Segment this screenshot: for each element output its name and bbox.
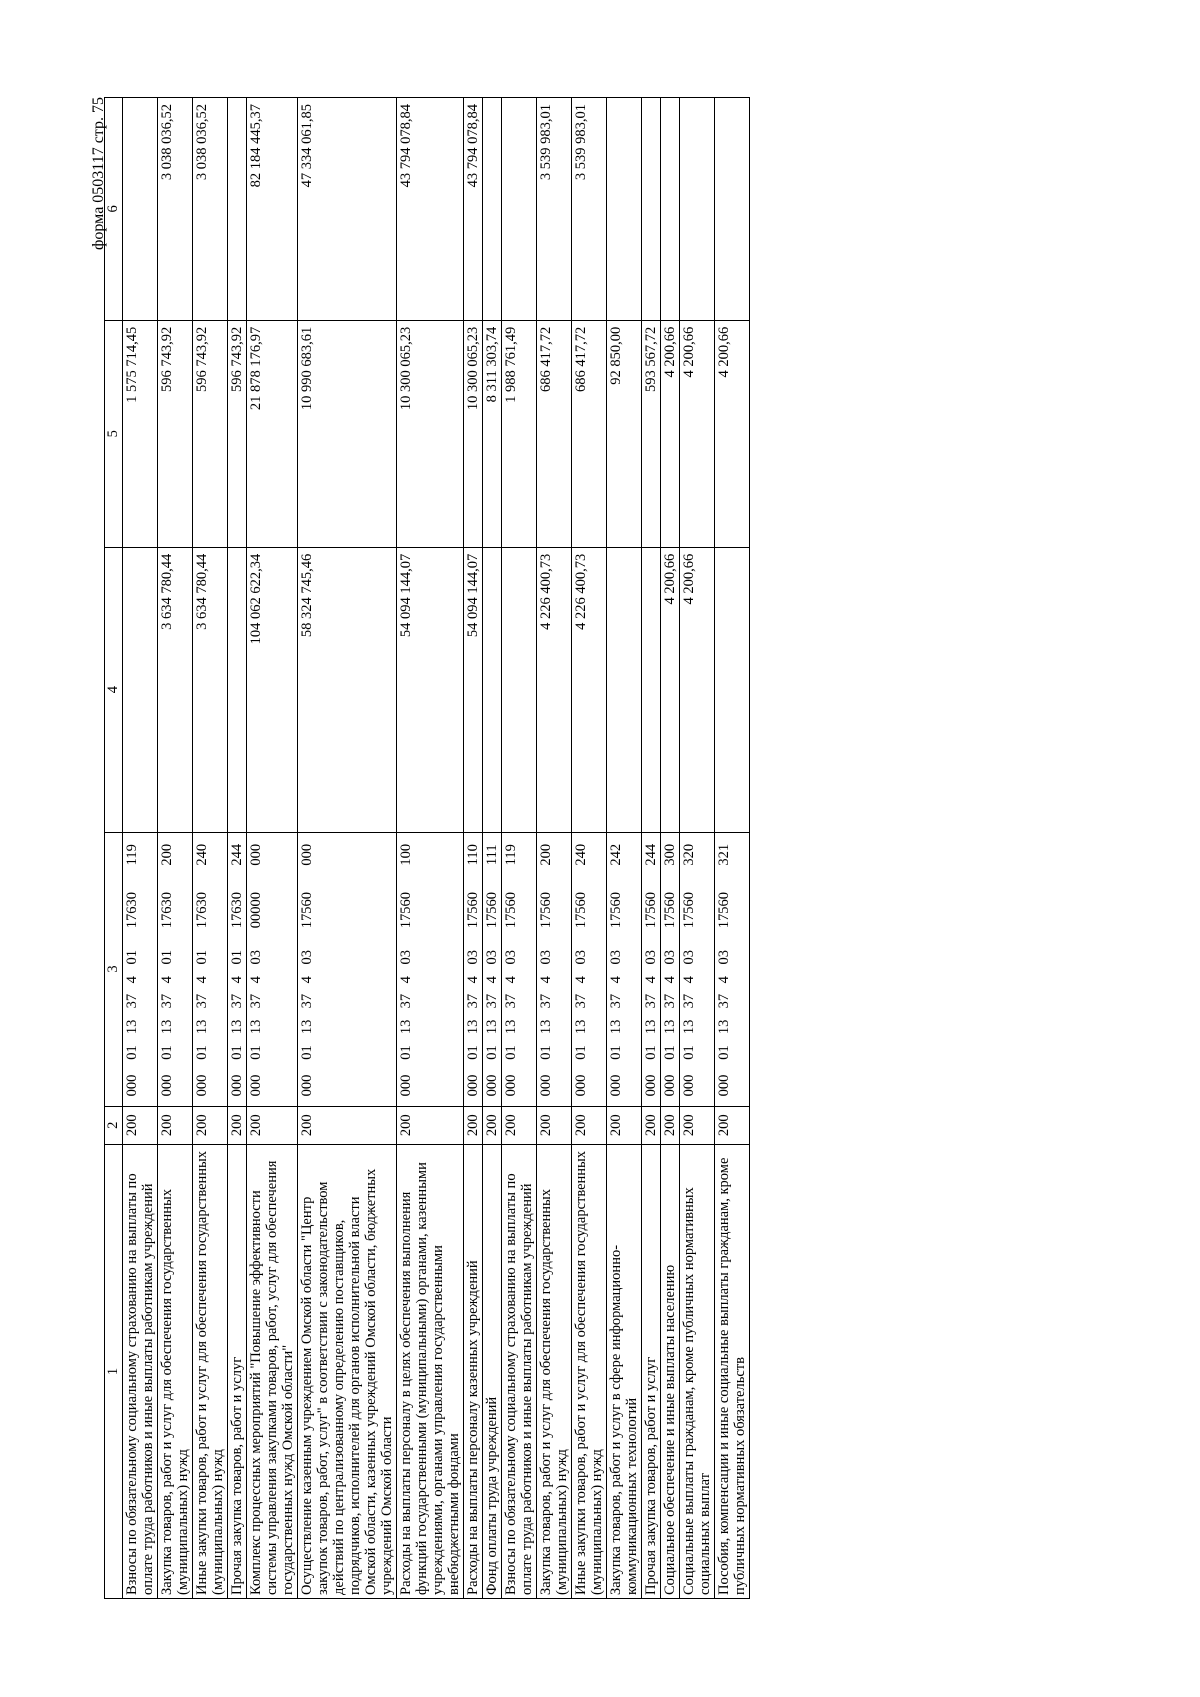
executed-amount: 8 311 303,74 [483, 320, 502, 547]
classification-code: 111 [483, 832, 502, 877]
classification-code: 4 [537, 971, 572, 988]
unexecuted-amount [607, 98, 642, 321]
classification-code: 4 [397, 971, 464, 988]
table-row [680, 98, 715, 1599]
classification-code: 000 [502, 1065, 537, 1106]
classification-code: 4 [464, 971, 483, 988]
classification-code: 17630 [193, 877, 228, 943]
classification-code: 17560 [483, 877, 502, 943]
classification-code: 03 [247, 943, 298, 971]
approved-amount: 4 200,66 [661, 547, 680, 832]
line-code: 200 [464, 1106, 483, 1145]
line-code: 200 [298, 1106, 397, 1145]
classification-code: 37 [123, 988, 158, 1014]
classification-code: 03 [397, 943, 464, 971]
header-col-3: 3 [105, 832, 123, 1106]
table-row [642, 98, 661, 1599]
classification-code: 4 [502, 971, 537, 988]
classification-code: 17560 [464, 877, 483, 943]
table-row [298, 98, 397, 1599]
table-row [228, 98, 247, 1599]
line-code: 200 [247, 1106, 298, 1145]
classification-code: 01 [715, 1040, 750, 1066]
table-row [502, 98, 537, 1599]
classification-code: 13 [607, 1014, 642, 1040]
unexecuted-amount [661, 98, 680, 321]
row-name: Прочая закупка товаров, работ и услуг [642, 1145, 661, 1599]
executed-amount: 1 575 714,45 [123, 320, 158, 547]
approved-amount [715, 547, 750, 832]
approved-amount [607, 547, 642, 832]
executed-amount: 596 743,92 [228, 320, 247, 547]
line-code: 200 [607, 1106, 642, 1145]
unexecuted-amount [502, 98, 537, 321]
classification-code: 37 [642, 988, 661, 1014]
classification-code: 4 [123, 971, 158, 988]
row-name: Социальное обеспечение и иные выплаты населению [661, 1145, 680, 1599]
unexecuted-amount [483, 98, 502, 321]
approved-amount: 4 226 400,73 [537, 547, 572, 832]
row-name: Закупка товаров, работ и услуг для обеспечения государственных (муниципальных) нужд [158, 1145, 193, 1599]
classification-code: 13 [123, 1014, 158, 1040]
classification-code: 01 [502, 1040, 537, 1066]
classification-code: 01 [158, 1040, 193, 1066]
classification-code: 01 [397, 1040, 464, 1066]
classification-code: 240 [572, 832, 607, 877]
classification-code: 4 [193, 971, 228, 988]
classification-code: 17560 [661, 877, 680, 943]
classification-code: 03 [661, 943, 680, 971]
table-row [715, 98, 750, 1599]
header-col-4: 4 [105, 547, 123, 832]
classification-code: 01 [123, 1040, 158, 1066]
header-col-5: 5 [105, 320, 123, 547]
classification-code: 03 [680, 943, 715, 971]
classification-code: 000 [661, 1065, 680, 1106]
classification-code: 01 [680, 1040, 715, 1066]
classification-code: 000 [607, 1065, 642, 1106]
table-row [537, 98, 572, 1599]
table-body [123, 98, 750, 1599]
classification-code: 000 [715, 1065, 750, 1106]
table-row [607, 98, 642, 1599]
classification-code: 4 [298, 971, 397, 988]
line-code: 200 [228, 1106, 247, 1145]
classification-code: 000 [247, 832, 298, 877]
row-name: Социальные выплаты гражданам, кроме публичных нормативных социальных выплат [680, 1145, 715, 1599]
classification-code: 37 [247, 988, 298, 1014]
classification-code: 13 [483, 1014, 502, 1040]
classification-code: 13 [158, 1014, 193, 1040]
unexecuted-amount: 3 539 983,01 [537, 98, 572, 321]
classification-code: 17560 [607, 877, 642, 943]
classification-code: 01 [537, 1040, 572, 1066]
table-row [397, 98, 464, 1599]
executed-amount: 4 200,66 [680, 320, 715, 547]
classification-code: 000 [158, 1065, 193, 1106]
classification-code: 13 [537, 1014, 572, 1040]
executed-amount: 596 743,92 [158, 320, 193, 547]
classification-code: 110 [464, 832, 483, 877]
classification-code: 37 [607, 988, 642, 1014]
classification-code: 242 [607, 832, 642, 877]
unexecuted-amount [123, 98, 158, 321]
classification-code: 244 [228, 832, 247, 877]
classification-code: 4 [158, 971, 193, 988]
classification-code: 000 [298, 1065, 397, 1106]
unexecuted-amount [642, 98, 661, 321]
row-name: Пособия, компенсации и иные социальные выплаты гражданам, кроме публичных нормативных обязательств [715, 1145, 750, 1599]
classification-code: 000 [247, 1065, 298, 1106]
classification-code: 17560 [397, 877, 464, 943]
classification-code: 37 [537, 988, 572, 1014]
approved-amount: 104 062 622,34 [247, 547, 298, 832]
classification-code: 13 [642, 1014, 661, 1040]
classification-code: 000 [193, 1065, 228, 1106]
classification-code: 37 [680, 988, 715, 1014]
row-name: Закупка товаров, работ и услуг в сфере информационно-коммуникационных технологий [607, 1145, 642, 1599]
classification-code: 17560 [715, 877, 750, 943]
classification-code: 37 [298, 988, 397, 1014]
classification-code: 100 [397, 832, 464, 877]
executed-amount: 4 200,66 [661, 320, 680, 547]
classification-code: 000 [572, 1065, 607, 1106]
classification-code: 03 [483, 943, 502, 971]
row-name: Осуществление казенным учреждением Омской области "Центр закупок товаров, работ, услуг" в соответствии с законодательством действий по централизованному определению поставщиков, подрядчиков, исполнителей для органов исполнительной власти Омской области, казенных учреждений Омской области, бюджетных учреждений Омской области [298, 1145, 397, 1599]
executed-amount: 596 743,92 [193, 320, 228, 547]
classification-code: 000 [680, 1065, 715, 1106]
classification-code: 4 [572, 971, 607, 988]
classification-code: 13 [228, 1014, 247, 1040]
line-code: 200 [483, 1106, 502, 1145]
classification-code: 01 [193, 943, 228, 971]
classification-code: 03 [607, 943, 642, 971]
classification-code: 01 [158, 943, 193, 971]
classification-code: 17630 [158, 877, 193, 943]
row-name: Взносы по обязательному социальному страхованию на выплаты по оплате труда работников и иные выплаты работникам учреждений [502, 1145, 537, 1599]
classification-code: 13 [464, 1014, 483, 1040]
header-col-2: 2 [105, 1106, 123, 1145]
classification-code: 000 [464, 1065, 483, 1106]
classification-code: 4 [642, 971, 661, 988]
table-row [464, 98, 483, 1599]
classification-code: 37 [661, 988, 680, 1014]
classification-code: 01 [464, 1040, 483, 1066]
line-code: 200 [158, 1106, 193, 1145]
approved-amount [483, 547, 502, 832]
classification-code: 37 [464, 988, 483, 1014]
approved-amount: 54 094 144,07 [464, 547, 483, 832]
classification-code: 03 [298, 943, 397, 971]
classification-code: 03 [464, 943, 483, 971]
classification-code: 37 [193, 988, 228, 1014]
classification-code: 4 [247, 971, 298, 988]
approved-amount [228, 547, 247, 832]
classification-code: 37 [572, 988, 607, 1014]
classification-code: 000 [298, 832, 397, 877]
table-row [483, 98, 502, 1599]
classification-code: 000 [397, 1065, 464, 1106]
classification-code: 13 [680, 1014, 715, 1040]
classification-code: 17630 [123, 877, 158, 943]
classification-code: 37 [228, 988, 247, 1014]
approved-amount [502, 547, 537, 832]
approved-amount: 3 634 780,44 [193, 547, 228, 832]
line-code: 200 [502, 1106, 537, 1145]
line-code: 200 [537, 1106, 572, 1145]
row-name: Фонд оплаты труда учреждений [483, 1145, 502, 1599]
row-name: Прочая закупка товаров, работ и услуг [228, 1145, 247, 1599]
classification-code: 03 [572, 943, 607, 971]
approved-amount [123, 547, 158, 832]
classification-code: 244 [642, 832, 661, 877]
classification-code: 4 [228, 971, 247, 988]
unexecuted-amount: 82 184 445,37 [247, 98, 298, 321]
classification-code: 000 [537, 1065, 572, 1106]
classification-code: 13 [502, 1014, 537, 1040]
classification-code: 200 [537, 832, 572, 877]
classification-code: 01 [607, 1040, 642, 1066]
approved-amount: 4 226 400,73 [572, 547, 607, 832]
budget-table [104, 97, 750, 1599]
header-row [105, 98, 123, 1599]
line-code: 200 [397, 1106, 464, 1145]
row-name: Расходы на выплаты персоналу в целях обеспечения выполнения функций государственными (муниципальными) органами, казенными учреждениями, органами управления государственными внебюджетными фондами [397, 1145, 464, 1599]
classification-code: 01 [298, 1040, 397, 1066]
classification-code: 37 [397, 988, 464, 1014]
row-name: Иные закупки товаров, работ и услуг для обеспечения государственных (муниципальных) нужд [572, 1145, 607, 1599]
classification-code: 03 [715, 943, 750, 971]
executed-amount: 686 417,72 [572, 320, 607, 547]
approved-amount: 54 094 144,07 [397, 547, 464, 832]
classification-code: 13 [397, 1014, 464, 1040]
classification-code: 000 [483, 1065, 502, 1106]
unexecuted-amount: 3 038 036,52 [193, 98, 228, 321]
classification-code: 03 [537, 943, 572, 971]
classification-code: 01 [483, 1040, 502, 1066]
executed-amount: 21 878 176,97 [247, 320, 298, 547]
classification-code: 01 [228, 943, 247, 971]
classification-code: 01 [247, 1040, 298, 1066]
classification-code: 17560 [572, 877, 607, 943]
classification-code: 300 [661, 832, 680, 877]
approved-amount: 58 324 745,46 [298, 547, 397, 832]
executed-amount: 4 200,66 [715, 320, 750, 547]
classification-code: 4 [680, 971, 715, 988]
approved-amount: 4 200,66 [680, 547, 715, 832]
classification-code: 17560 [537, 877, 572, 943]
classification-code: 320 [680, 832, 715, 877]
classification-code: 37 [483, 988, 502, 1014]
row-name: Комплекс процессных мероприятий "Повышение эффективности системы управления закупками товаров, работ, услуг для обеспечения государственных нужд Омской области" [247, 1145, 298, 1599]
classification-code: 13 [715, 1014, 750, 1040]
classification-code: 37 [715, 988, 750, 1014]
classification-code: 240 [193, 832, 228, 877]
row-name: Закупка товаров, работ и услуг для обеспечения государственных (муниципальных) нужд [537, 1145, 572, 1599]
classification-code: 01 [642, 1040, 661, 1066]
unexecuted-amount: 3 038 036,52 [158, 98, 193, 321]
line-code: 200 [661, 1106, 680, 1145]
classification-code: 01 [572, 1040, 607, 1066]
classification-code: 000 [642, 1065, 661, 1106]
line-code: 200 [193, 1106, 228, 1145]
classification-code: 01 [123, 943, 158, 971]
header-col-6: 6 [105, 98, 123, 321]
classification-code: 13 [572, 1014, 607, 1040]
classification-code: 000 [123, 1065, 158, 1106]
executed-amount: 1 988 761,49 [502, 320, 537, 547]
table-row [158, 98, 193, 1599]
unexecuted-amount [680, 98, 715, 321]
line-code: 200 [642, 1106, 661, 1145]
executed-amount: 593 567,72 [642, 320, 661, 547]
table-row [572, 98, 607, 1599]
classification-code: 4 [607, 971, 642, 988]
executed-amount: 10 300 065,23 [464, 320, 483, 547]
classification-code: 13 [661, 1014, 680, 1040]
table-row [193, 98, 228, 1599]
executed-amount: 10 300 065,23 [397, 320, 464, 547]
line-code: 200 [572, 1106, 607, 1145]
classification-code: 119 [123, 832, 158, 877]
row-name: Расходы на выплаты персоналу казенных учреждений [464, 1145, 483, 1599]
executed-amount: 686 417,72 [537, 320, 572, 547]
classification-code: 13 [247, 1014, 298, 1040]
row-name: Иные закупки товаров, работ и услуг для обеспечения государственных (муниципальных) нужд [193, 1145, 228, 1599]
classification-code: 37 [158, 988, 193, 1014]
unexecuted-amount [715, 98, 750, 321]
unexecuted-amount: 43 794 078,84 [397, 98, 464, 321]
classification-code: 321 [715, 832, 750, 877]
unexecuted-amount: 43 794 078,84 [464, 98, 483, 321]
line-code: 200 [715, 1106, 750, 1145]
approved-amount [642, 547, 661, 832]
classification-code: 4 [661, 971, 680, 988]
classification-code: 17630 [228, 877, 247, 943]
executed-amount: 92 850,00 [607, 320, 642, 547]
classification-code: 01 [228, 1040, 247, 1066]
unexecuted-amount: 47 334 061,85 [298, 98, 397, 321]
classification-code: 13 [193, 1014, 228, 1040]
classification-code: 200 [158, 832, 193, 877]
table-row [123, 98, 158, 1599]
table-row [247, 98, 298, 1599]
classification-code: 17560 [502, 877, 537, 943]
classification-code: 000 [228, 1065, 247, 1106]
line-code: 200 [680, 1106, 715, 1145]
classification-code: 4 [715, 971, 750, 988]
approved-amount: 3 634 780,44 [158, 547, 193, 832]
classification-code: 03 [502, 943, 537, 971]
classification-code: 4 [483, 971, 502, 988]
classification-code: 00000 [247, 877, 298, 943]
classification-code: 17560 [642, 877, 661, 943]
classification-code: 03 [642, 943, 661, 971]
unexecuted-amount: 3 539 983,01 [572, 98, 607, 321]
row-name: Взносы по обязательному социальному страхованию на выплаты по оплате труда работников и иные выплаты работникам учреждений [123, 1145, 158, 1599]
header-col-1: 1 [105, 1145, 123, 1599]
unexecuted-amount [228, 98, 247, 321]
classification-code: 37 [502, 988, 537, 1014]
classification-code: 17560 [680, 877, 715, 943]
classification-code: 01 [193, 1040, 228, 1066]
classification-code: 13 [298, 1014, 397, 1040]
classification-code: 01 [661, 1040, 680, 1066]
form-label: форма 0503117 стр. 75 [90, 97, 107, 250]
classification-code: 119 [502, 832, 537, 877]
executed-amount: 10 990 683,61 [298, 320, 397, 547]
line-code: 200 [123, 1106, 158, 1145]
table-row [661, 98, 680, 1599]
classification-code: 17560 [298, 877, 397, 943]
